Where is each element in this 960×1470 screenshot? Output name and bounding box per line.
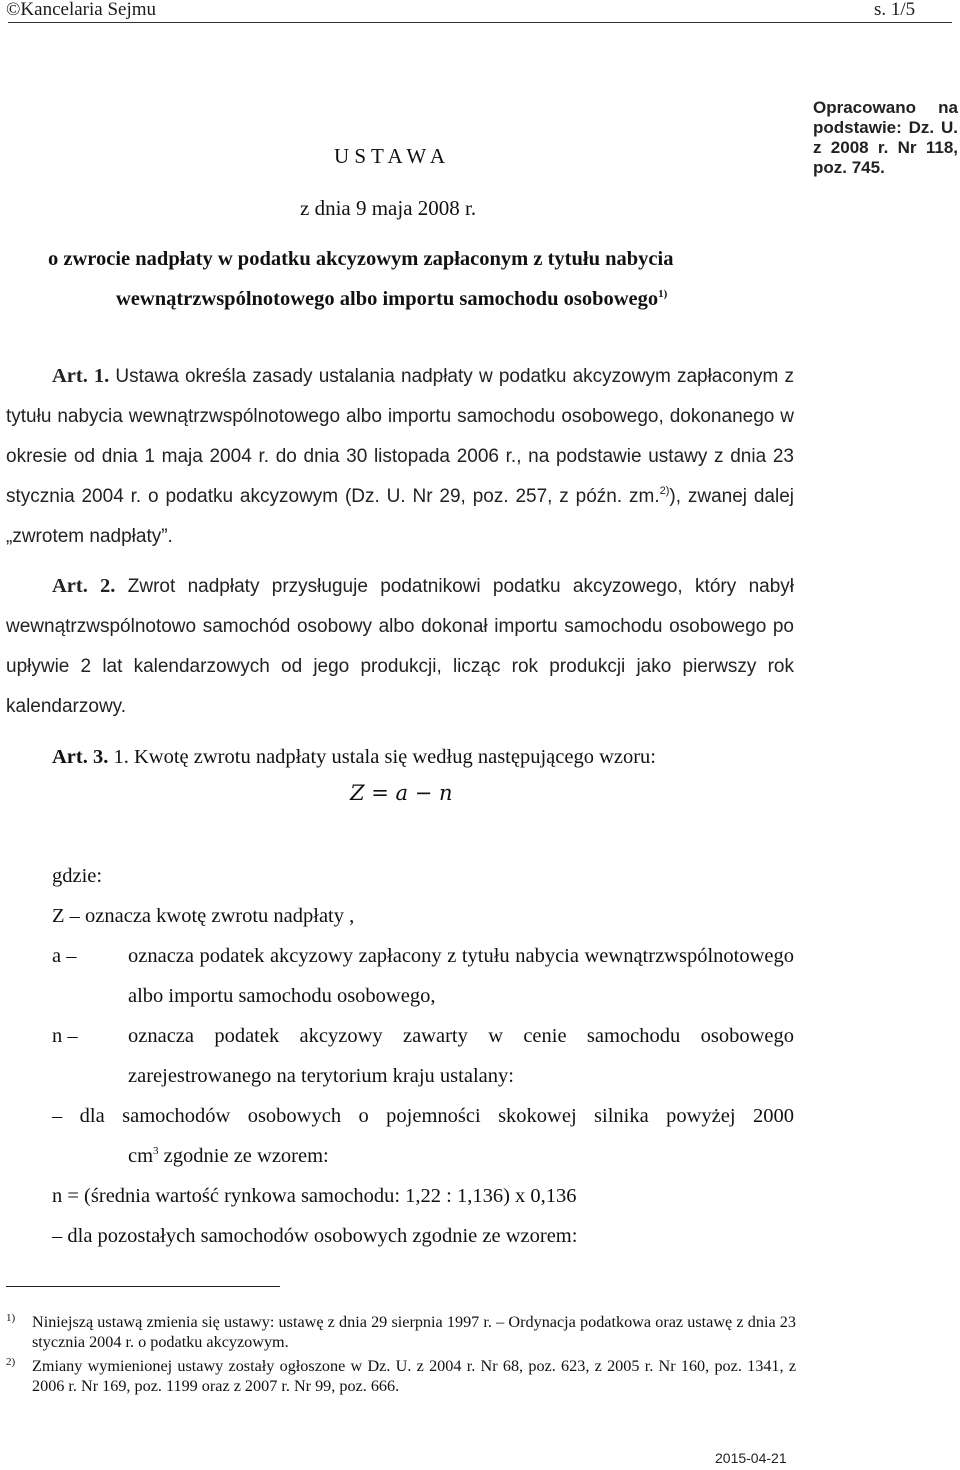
article-2: Art. 2. Zwrot nadpłaty przysługuje podatnikowi podatku akcyzowego, który nabył wewnątrzwspólnotowo samochód osobowy albo dokonał importu samochodu osobowego po upływie 2 lat kalendarzowych od jego produkcji, licząc rok produkcji jako pierwszy rok kalendarzowy. [6, 575, 794, 717]
source-note: Opracowano na podstawie: Dz. U. z 2008 r. Nr 118, poz. 745. [813, 98, 958, 177]
footnote-2 [6, 1356, 796, 1396]
article-3: Art. 3. 1. Kwotę zwrotu nadpłaty ustala się według następującego wzoru: [52, 746, 657, 768]
footnote-ref-1[interactable]: 1) [658, 288, 668, 300]
def-n-label: n – [52, 1025, 78, 1047]
def-z: Z – oznacza kwotę zwrotu nadpłaty , [52, 905, 355, 927]
footnote-ref-2[interactable]: 2) [659, 485, 670, 497]
footnote-2-text: Zmiany wymienionej ustawy zostały ogłoszone w Dz. U. z 2004 r. Nr 68, poz. 623, z 2005 r. Nr 160, poz. 1341, z 2006 r. Nr 169, poz. 1199 oraz z 2007 r. Nr 99, poz. 666. [32, 1357, 796, 1395]
header-divider [8, 22, 952, 23]
subject-line-2: wewnątrzwspólnotowego albo importu samochodu osobowego$^{1)}$ [116, 288, 668, 310]
case-2: – dla pozostałych samochodów osobowych zgodnie ze wzorem: [52, 1225, 578, 1247]
formula-z: Z = a − n [350, 781, 453, 805]
footnote-1 [6, 1312, 796, 1352]
footnote-divider [6, 1286, 280, 1287]
def-a [52, 936, 794, 1016]
subject-line-1: o zwrocie nadpłaty w podatku akcyzowym zapłaconym z tytułu nabycia [48, 248, 674, 270]
case-1-line-1: – dla samochodów osobowych o pojemności skokowej silnika powyżej 2000 [52, 1105, 794, 1127]
header-copyright: ©Kancelaria Sejmu [6, 0, 157, 20]
article-3-label: Art. 3. [52, 746, 109, 768]
document-title: U S T A W A [334, 144, 446, 168]
footnote-1-text: Niniejszą ustawą zmienia się ustawy: ustawę z dnia 29 sierpnia 1997 r. – Ordynacja podatkowa oraz ustawę z dnia 23 stycznia 2004 r. o podatku akcyzowym. [32, 1313, 796, 1351]
document-date: z dnia 9 maja 2008 r. [300, 196, 477, 220]
def-a-label: a – [52, 945, 77, 967]
def-n-text: oznacza podatek akcyzowy zawarty w cenie samochodu osobowego zarejestrowanego na terytorium kraju ustalany: [128, 1025, 794, 1087]
footer-date: 2015-04-21 [715, 1450, 787, 1466]
formula-n: n = (średnia wartość rynkowa samochodu: 1,22 : 1,136) x 0,136 [52, 1185, 577, 1207]
gdzie-label: gdzie: [52, 865, 103, 887]
article-1-label: Art. 1. [52, 365, 110, 387]
footnote-2-mark: 2) [6, 1356, 16, 1368]
def-a-text: oznacza podatek akcyzowy zapłacony z tytułu nabycia wewnątrzwspólnotowego albo importu samochodu osobowego, [128, 945, 794, 1007]
page-number: s. 1/5 [874, 0, 916, 20]
article-1: Art. 1. Ustawa określa zasady ustalania nadpłaty w podatku akcyzowym zapłaconym z tytułu nabycia wewnątrzwspólnotowego albo importu samochodu osobowego, dokonanego w okresie od dnia 1 maja 2004 r. do dnia 30 listopada 2006 r., na podstawie ustawy z dnia 23 stycznia 2004 r. o podatku akcyzowym (Dz. U. Nr 29, poz. 257, z późn. zm.$^{2)}$), zwanej dalej „zwrotem nadpłaty”. [6, 365, 795, 547]
unit-exponent: 3 [153, 1145, 159, 1157]
article-2-label: Art. 2. [52, 575, 116, 597]
footnote-1-mark: 1) [6, 1312, 16, 1324]
def-n [52, 1016, 794, 1096]
case-1-line-2: $cm^3$ zgodnie ze wzorem: [128, 1145, 329, 1167]
